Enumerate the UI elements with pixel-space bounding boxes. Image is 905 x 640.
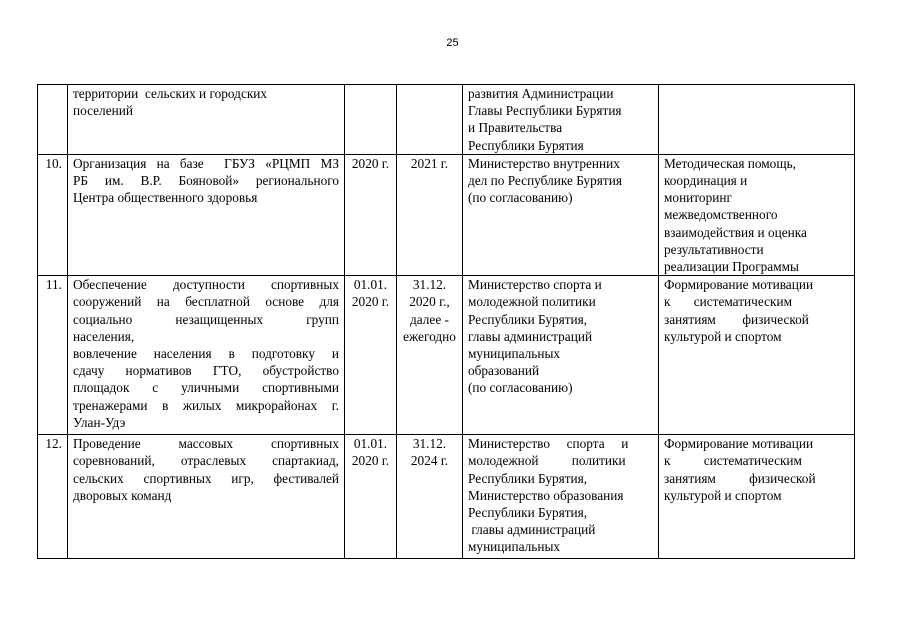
expected-result-line: мониторинг	[664, 190, 732, 206]
executor-line: главы администраций	[468, 328, 593, 344]
expected-result-line: Методическая помощь,	[664, 155, 796, 171]
expected-result-cell	[659, 276, 855, 435]
expected-result-line: реализации Программы	[664, 259, 799, 275]
executor-line: развития Администрации	[468, 86, 614, 101]
event-line: вовлечение населения в подготовку и	[73, 346, 339, 362]
row-number-cell	[38, 85, 68, 155]
end-date-line: далее -	[410, 311, 449, 327]
measures-table	[37, 84, 855, 559]
event-line: сдачу нормативов ГТО, обустройство	[73, 363, 339, 379]
row-number: 10.	[45, 155, 62, 171]
row-number-cell	[38, 435, 68, 559]
end-date-line: 2020 г.,	[409, 294, 450, 310]
end-date-line: ежегодно	[403, 328, 456, 344]
executor-line: Республики Бурятия	[468, 137, 584, 153]
table-body	[38, 85, 855, 559]
executor-line: образований	[468, 363, 540, 379]
executor-cell	[463, 435, 659, 559]
executor-line: (по согласованию)	[468, 190, 573, 206]
executor-line: главы администраций	[468, 522, 596, 538]
event-line: дворовых команд	[73, 487, 172, 503]
executor-line: Республики Бурятия,	[468, 505, 588, 521]
expected-result-line: культурой и спортом	[664, 487, 782, 503]
event-cell	[68, 435, 345, 559]
start-date-cell	[345, 435, 397, 559]
event-line: Организация на базе ГБУЗ «РЦМП МЗ	[73, 155, 339, 171]
expected-result-cell	[659, 154, 855, 275]
start-date-line: 2020 г.	[351, 294, 390, 310]
event-line: социально незащищенных групп	[73, 311, 339, 327]
executor-line: дел по Республике Бурятия	[468, 173, 622, 189]
start-date-cell	[345, 276, 397, 435]
executor-line: Министерство внутренних	[468, 155, 620, 171]
executor-line: (по согласованию)	[468, 380, 573, 396]
event-line: Улан-Удэ	[73, 414, 126, 430]
start-date-cell	[345, 154, 397, 275]
end-date-line: 2024 г.	[410, 453, 449, 469]
table-row	[38, 276, 855, 435]
executor-line: Главы Республики Бурятия	[468, 103, 622, 119]
executor-line: Министерство образования	[468, 487, 624, 503]
expected-result-line: координация и	[664, 173, 748, 189]
expected-result-cell	[659, 85, 855, 155]
table-row	[38, 85, 855, 155]
expected-result-line: взаимодействия и оценка	[664, 224, 807, 240]
end-date-cell	[397, 154, 463, 275]
end-date-line: 31.12.	[412, 277, 447, 293]
table-row	[38, 154, 855, 275]
event-line: населения,	[73, 328, 135, 344]
expected-result-line: занятиям физической	[664, 470, 816, 486]
row-number: 11.	[45, 277, 62, 293]
row-number-cell	[38, 154, 68, 275]
event-line: территории сельских и городских	[73, 86, 268, 101]
expected-result-cell	[659, 435, 855, 559]
end-date-cell	[397, 435, 463, 559]
row-number-cell	[38, 276, 68, 435]
start-date-cell	[345, 85, 397, 155]
event-line: поселений	[73, 103, 133, 119]
start-date-line: 2020 г.	[351, 453, 390, 469]
executor-cell	[463, 154, 659, 275]
expected-result-line: к систематическим	[664, 294, 792, 310]
page-number: 25	[446, 37, 459, 49]
event-cell	[68, 154, 345, 275]
event-line: РБ им. В.Р. Бояновой» регионального	[73, 173, 339, 189]
event-line: Обеспечение доступности спортивных	[73, 277, 339, 293]
executor-cell	[463, 85, 659, 155]
end-date-cell	[397, 85, 463, 155]
executor-line: Республики Бурятия,	[468, 311, 588, 327]
executor-line: муниципальных	[468, 346, 561, 362]
expected-result-line: занятиям физической	[664, 311, 809, 327]
executor-line: Министерство спорта и	[468, 277, 602, 293]
expected-result-line: Формирование мотивации	[664, 277, 814, 293]
executor-line: и Правительства	[468, 120, 563, 136]
expected-result-line: межведомственного	[664, 207, 778, 223]
executor-line: молодежной политики	[468, 453, 626, 469]
start-date-line: 01.01.	[353, 277, 388, 293]
executor-line: Республики Бурятия,	[468, 470, 588, 486]
event-cell	[68, 85, 345, 155]
end-date-line: 2021 г.	[410, 155, 449, 171]
executor-cell	[463, 276, 659, 435]
event-line: сельских спортивных игр, фестивалей	[73, 470, 339, 486]
executor-line: муниципальных	[468, 539, 561, 555]
start-date-line: 01.01.	[353, 436, 388, 452]
end-date-line: 31.12.	[412, 436, 447, 452]
event-line: соревнований, отраслевых спартакиад,	[73, 453, 339, 469]
event-line: тренажерами в жилых микрорайонах г.	[73, 397, 339, 413]
end-date-cell	[397, 276, 463, 435]
expected-result-line: к систематическим	[664, 453, 802, 469]
table-row	[38, 435, 855, 559]
event-line: Проведение массовых спортивных	[73, 436, 339, 452]
event-line: Центра общественного здоровья	[73, 190, 258, 206]
executor-line: Министерство спорта и	[468, 436, 629, 452]
event-line: площадок с уличными спортивными	[73, 380, 339, 396]
executor-line: молодежной политики	[468, 294, 596, 310]
expected-result-line: Формирование мотивации	[664, 436, 814, 452]
expected-result-line: культурой и спортом	[664, 328, 782, 344]
start-date-line: 2020 г.	[351, 155, 390, 171]
event-cell	[68, 276, 345, 435]
expected-result-line: результативности	[664, 241, 764, 257]
event-line: сооружений на бесплатной основе для	[73, 294, 339, 310]
row-number: 12.	[45, 436, 62, 452]
